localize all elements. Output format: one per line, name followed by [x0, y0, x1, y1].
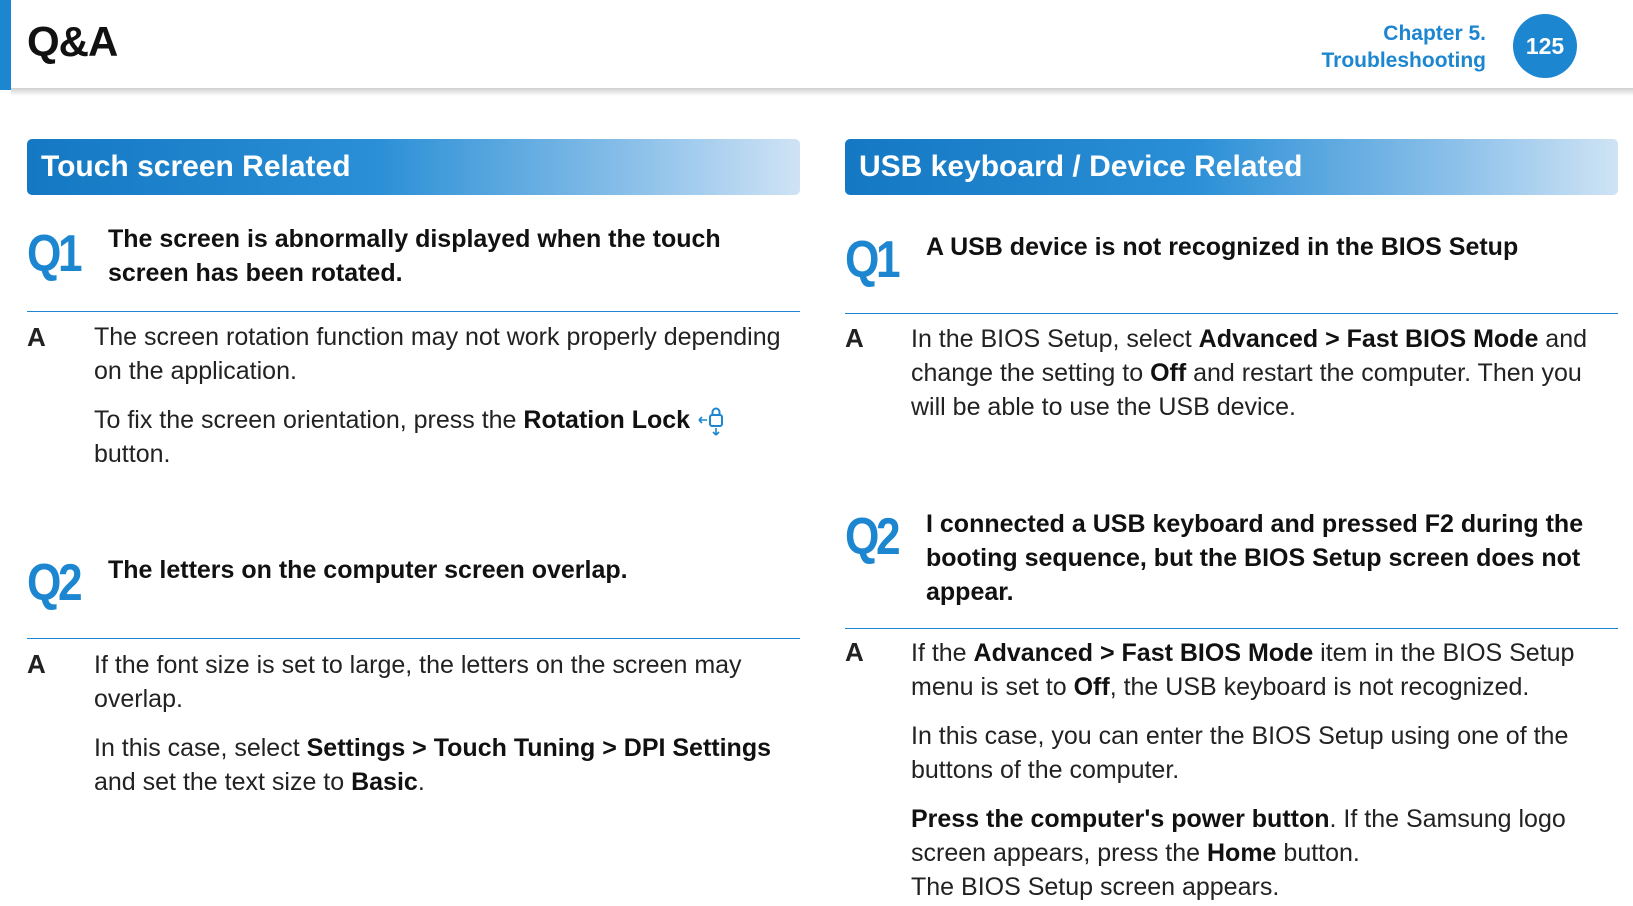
menu-path-settings: Settings: [306, 734, 406, 762]
answer-text: [911, 322, 1611, 439]
answer-text-run: item in the BIOS Setup menu is set to: [911, 639, 1575, 701]
answer-text-run: The BIOS Setup screen appears.: [911, 873, 1280, 901]
question-text: The letters on the computer screen overlap.: [108, 556, 628, 584]
answer-paragraph: If the font size is set to large, the letters on the screen may overlap.: [94, 651, 742, 713]
question-divider: [27, 311, 800, 312]
power-button-instruction: Press the computer's power button: [911, 805, 1330, 833]
chapter-label: [1322, 20, 1486, 74]
answer-text: [911, 636, 1611, 906]
header-accent-bar: [0, 0, 11, 90]
answer-paragraph: [94, 731, 804, 799]
answer-paragraph: [911, 322, 1611, 424]
answer-text-run: .: [417, 768, 425, 796]
question-number-label: Q2: [27, 554, 80, 612]
menu-path-separator: >: [405, 734, 434, 762]
answer-text-run: In this case, select: [94, 734, 307, 762]
answer-text-run: In the BIOS Setup, select: [911, 325, 1199, 353]
section-header-usb-device: USB keyboard / Device Related: [845, 139, 1618, 195]
chapter-name: Troubleshooting: [1321, 49, 1486, 72]
question-divider: [845, 313, 1618, 314]
text-size-basic: Basic: [351, 768, 418, 796]
menu-path-dpi-settings: DPI Settings: [623, 734, 772, 762]
answer-label: A: [845, 323, 864, 353]
question-number-label: Q1: [27, 225, 80, 283]
question-number-label: Q2: [845, 508, 898, 566]
page-title: Q&A: [27, 18, 118, 65]
answer-text: [94, 648, 804, 814]
answer-text-run: button.: [94, 440, 171, 468]
menu-path-touch-tuning: Touch Tuning: [433, 734, 596, 762]
menu-path-separator: >: [595, 734, 624, 762]
home-button-label: Home: [1207, 839, 1277, 867]
menu-path-separator: >: [1318, 325, 1347, 353]
question-number-label: Q1: [845, 231, 898, 289]
answer-text-run: and set the text size to: [94, 768, 352, 796]
menu-path-fast-bios-mode: Fast BIOS Mode: [1121, 639, 1314, 667]
answer-label: A: [27, 649, 46, 679]
answer-text-run: , the USB keyboard is not recognized.: [1109, 673, 1530, 701]
menu-path-advanced: Advanced: [973, 639, 1094, 667]
page-number-badge: 125: [1513, 14, 1577, 78]
answer-paragraph: The screen rotation function may not work properly depending on the application.: [94, 323, 781, 385]
menu-path-separator: >: [1093, 639, 1122, 667]
answer-text: [94, 320, 794, 486]
rotation-lock-icon: [697, 406, 729, 436]
question-text: I connected a USB keyboard and pressed F2 during the booting sequence, but the BIOS Setup screen does not appear.: [926, 510, 1584, 606]
question-text: The screen is abnormally displayed when the touch screen has been rotated.: [108, 225, 721, 287]
answer-paragraph: [911, 636, 1611, 704]
answer-paragraph: [911, 802, 1611, 904]
answer-text-run: . If the Samsung logo screen appears, press the: [911, 805, 1566, 867]
menu-path-advanced: Advanced: [1198, 325, 1319, 353]
answer-label: A: [27, 322, 46, 352]
answer-paragraph: [94, 403, 794, 471]
answer-text-run: and restart the computer. Then you will be able to use the USB device.: [911, 359, 1582, 421]
answer-paragraph: In this case, you can enter the BIOS Setup using one of the buttons of the computer.: [911, 722, 1569, 784]
question-divider: [845, 628, 1618, 629]
header-divider: [11, 88, 1633, 96]
rotation-lock-label: Rotation Lock: [523, 406, 691, 434]
answer-text-run: To fix the screen orientation, press the: [94, 406, 524, 434]
section-header-touch-screen: Touch screen Related: [27, 139, 800, 195]
chapter-number: Chapter 5.: [1383, 22, 1486, 45]
question-text: A USB device is not recognized in the BIOS Setup: [926, 233, 1519, 261]
setting-off: Off: [1150, 359, 1187, 387]
question-divider: [27, 638, 800, 639]
answer-text-run: and change the setting to: [911, 325, 1588, 387]
answer-label: A: [845, 637, 864, 667]
menu-path-fast-bios-mode: Fast BIOS Mode: [1346, 325, 1539, 353]
answer-text-run: If the: [911, 639, 974, 667]
setting-off: Off: [1073, 673, 1110, 701]
answer-text-run: button.: [1276, 839, 1360, 867]
